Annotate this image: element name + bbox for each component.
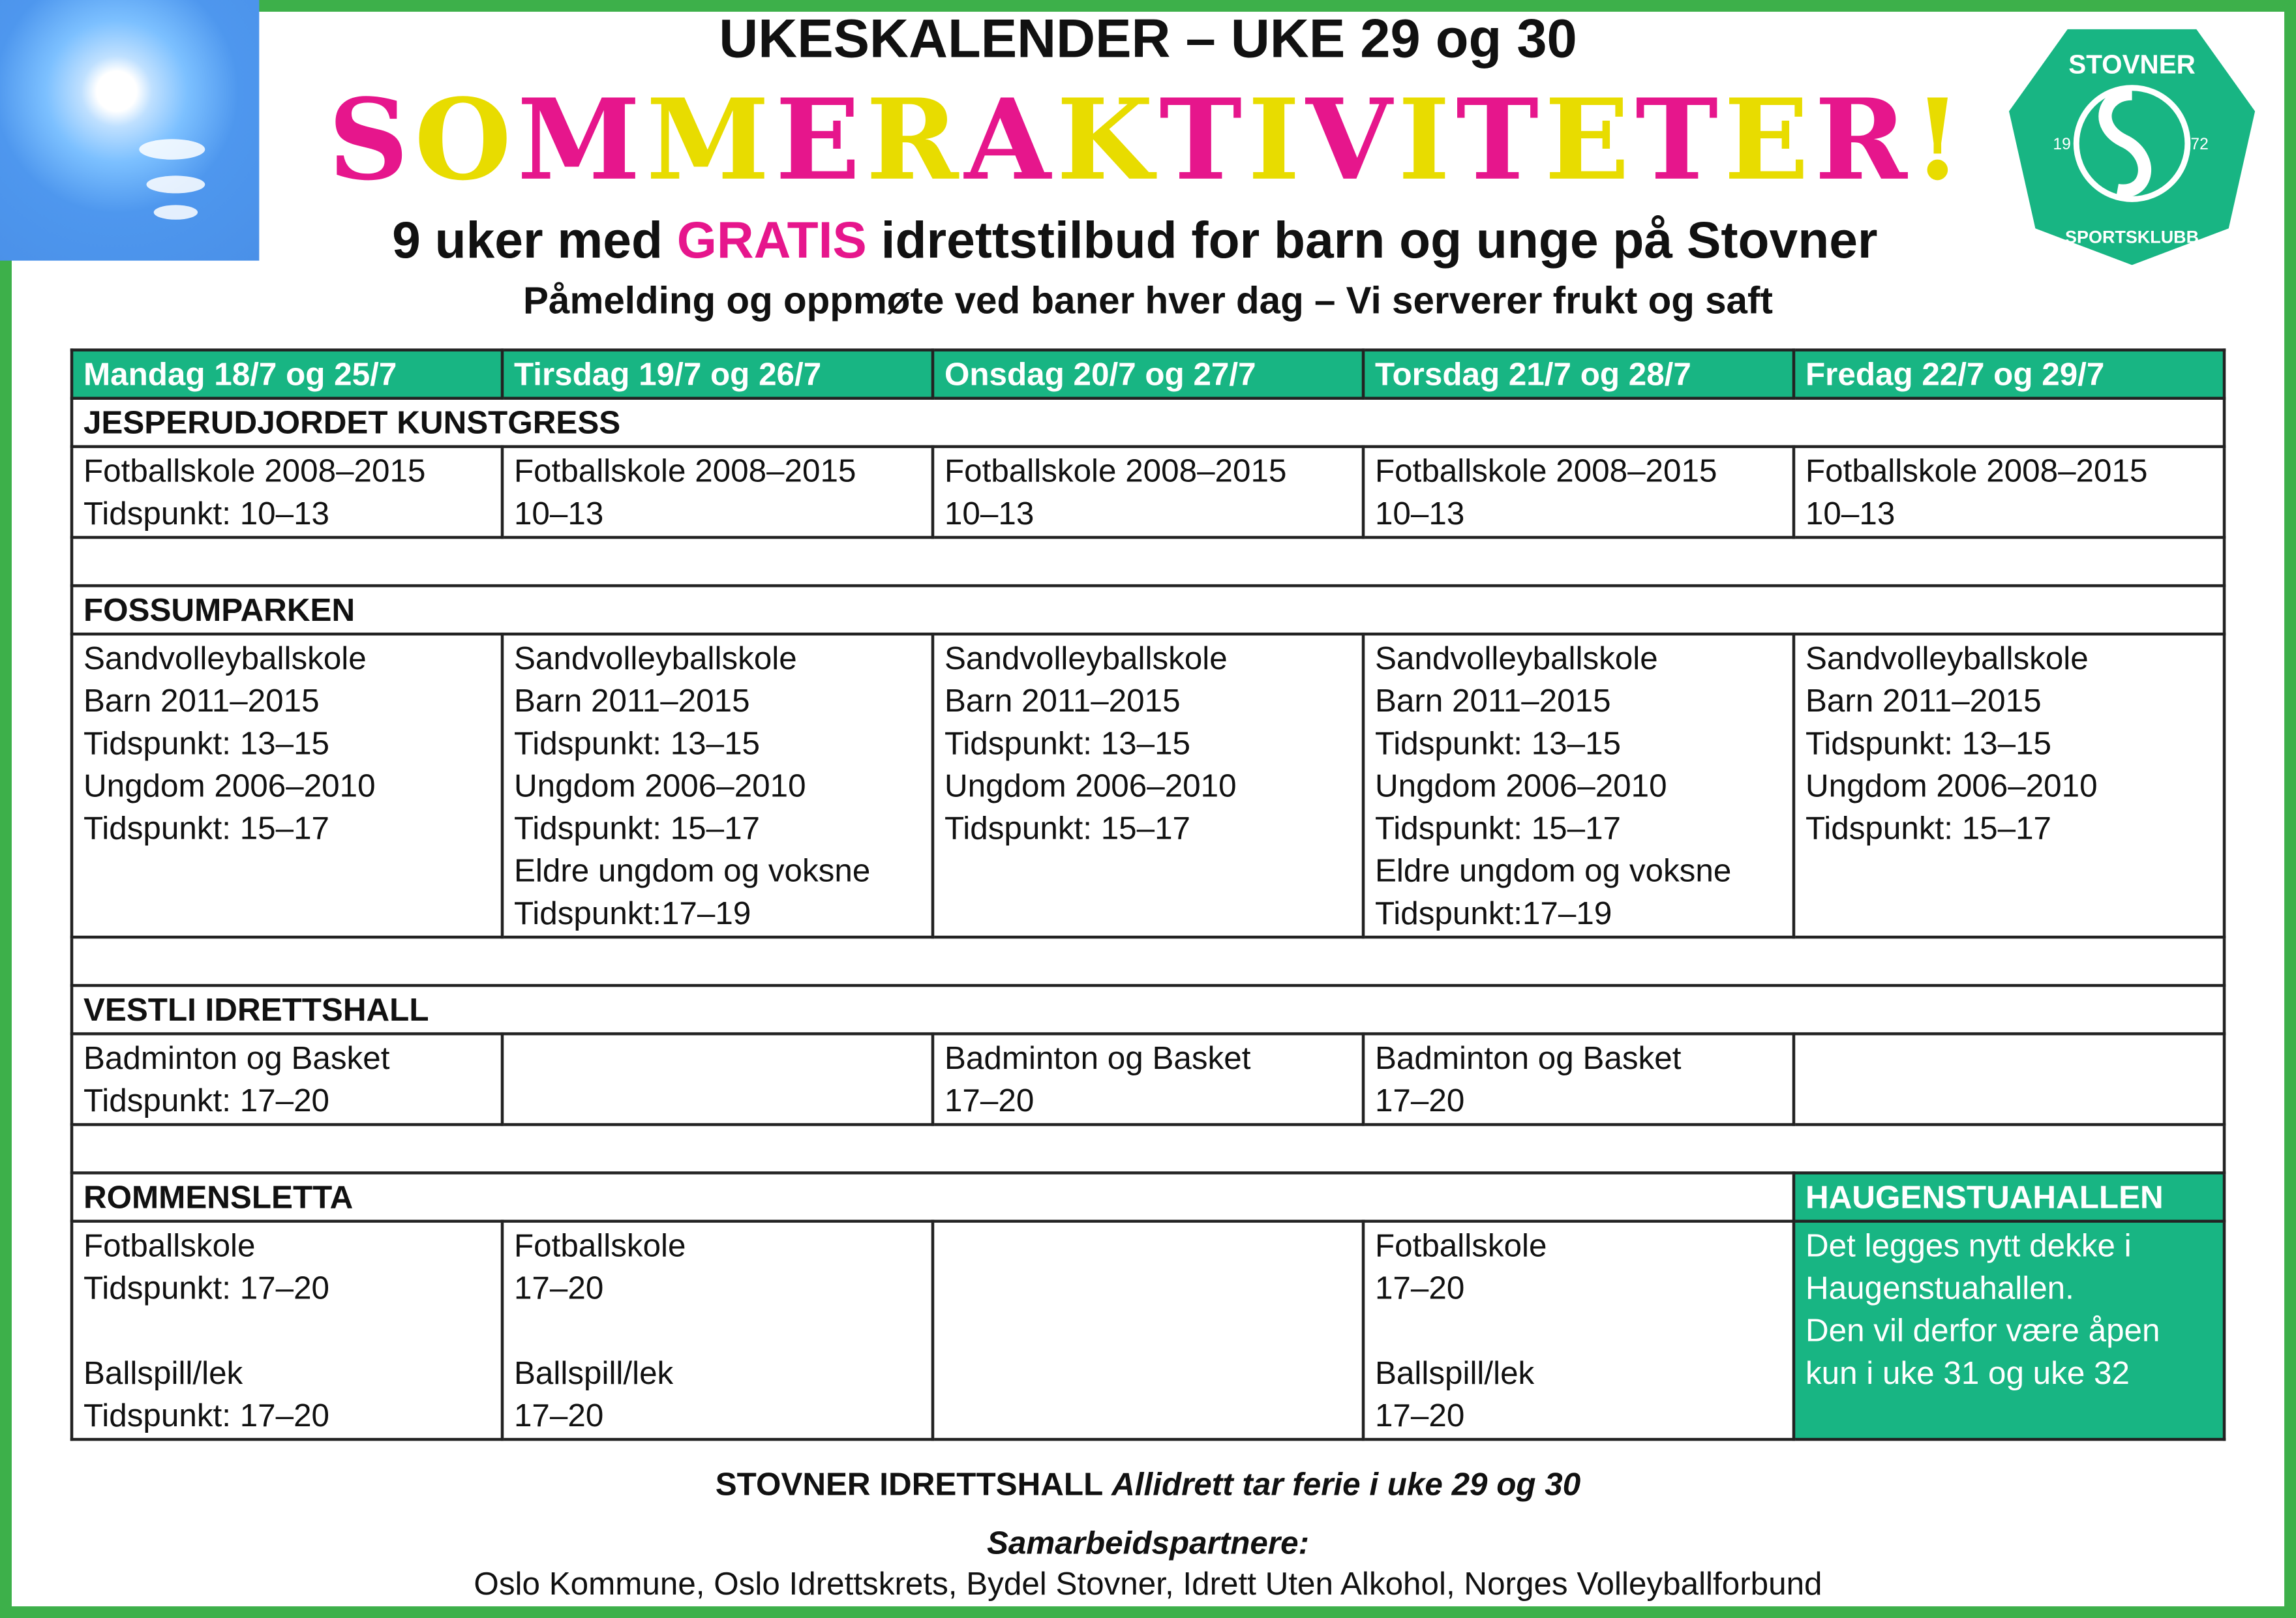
activity-cell — [1363, 1221, 1794, 1440]
activity-line: Ballspill/lek — [513, 1354, 674, 1392]
location-row — [72, 985, 2224, 1034]
activity-line: Fotballskole 2008–2015 — [83, 452, 426, 489]
headline-letter: ! — [1912, 74, 1968, 205]
activity-line: Barn 2011–2015 — [83, 682, 320, 719]
activity-line: Ungdom 2006–2010 — [83, 767, 376, 804]
headline-letter: K — [1056, 74, 1160, 205]
day-header: Torsdag 21/7 og 28/7 — [1363, 350, 1794, 398]
activity-line: 17–20 — [513, 1397, 604, 1434]
activity-line: Sandvolleyballskole — [1805, 640, 2089, 677]
activity-line: Tidspunkt: 15–17 — [83, 809, 330, 846]
headline-letter: O — [414, 74, 517, 205]
spacer-row — [72, 537, 2224, 586]
activity-line: Tidspunkt:17–19 — [513, 894, 751, 932]
location-name: FOSSUMPARKEN — [72, 586, 2224, 634]
spacer-row — [72, 1124, 2224, 1173]
activity-cell — [1794, 1034, 2224, 1124]
headline-letter: R — [866, 74, 965, 205]
activity-cell — [1794, 634, 2224, 937]
activity-line: Ungdom 2006–2010 — [1805, 767, 2098, 804]
headline — [293, 76, 2003, 205]
activity-line: 17–20 — [944, 1082, 1035, 1119]
activity-line: Tidspunkt: 15–17 — [1805, 809, 2052, 846]
activity-line: 17–20 — [1374, 1269, 1465, 1306]
day-header: Fredag 22/7 og 29/7 — [1794, 350, 2224, 398]
activity-line: Den vil derfor være åpen — [1805, 1311, 2160, 1349]
activity-row — [72, 447, 2224, 537]
activity-line: Fotballskole 2008–2015 — [1374, 452, 1717, 489]
activity-line: Tidspunkt: 13–15 — [1374, 725, 1622, 762]
activity-line: Tidspunkt: 17–20 — [83, 1269, 330, 1306]
location-row — [72, 1173, 2224, 1221]
activity-line: Tidspunkt: 13–15 — [944, 725, 1191, 762]
activity-cell — [502, 634, 933, 937]
headline-letter: I — [1398, 74, 1457, 205]
activity-line: Tidspunkt: 13–15 — [1805, 725, 2052, 762]
schedule-table — [70, 348, 2226, 1441]
activity-line: Sandvolleyballskole — [513, 640, 797, 677]
headline-letter: T — [1159, 74, 1248, 205]
subtitle-highlight: GRATIS — [676, 212, 867, 270]
activity-cell — [933, 634, 1363, 937]
hall-name: STOVNER IDRETTSHALL — [715, 1465, 1103, 1503]
activity-line: Fotballskole — [83, 1227, 256, 1264]
activity-line: Haugenstuahallen. — [1805, 1269, 2074, 1306]
location-name: VESTLI IDRETTSHALL — [72, 985, 2224, 1034]
activity-cell — [72, 634, 502, 937]
activity-line: Tidspunkt:17–19 — [1374, 894, 1612, 932]
hall-note: Allidrett tar ferie i uke 29 og 30 — [1111, 1465, 1581, 1503]
activity-line: Ungdom 2006–2010 — [513, 767, 806, 804]
activity-row — [72, 1034, 2224, 1124]
headline-letter: V — [1305, 74, 1398, 205]
headline-letter: I — [1248, 74, 1306, 205]
activity-line: 10–13 — [1805, 494, 1896, 532]
activity-line: Badminton og Basket — [944, 1040, 1251, 1077]
headline-letter: E — [1724, 74, 1815, 205]
activity-line: kun i uke 31 og uke 32 — [1805, 1354, 2130, 1392]
activity-cell — [933, 447, 1363, 537]
activity-line: Fotballskole 2008–2015 — [944, 452, 1287, 489]
activity-line: 17–20 — [1374, 1082, 1465, 1119]
day-header: Mandag 18/7 og 25/7 — [72, 350, 502, 398]
activity-line: Ballspill/lek — [1374, 1354, 1535, 1392]
activity-line: 17–20 — [513, 1269, 604, 1306]
location-name: JESPERUDJORDET KUNSTGRESS — [72, 398, 2224, 447]
partners-label: Samarbeidspartnere: — [986, 1524, 1310, 1561]
spacer-cell — [72, 1124, 2224, 1173]
logo-text-top: STOVNER — [2068, 49, 2196, 80]
sky-image — [0, 0, 259, 261]
activity-line: 10–13 — [513, 494, 604, 532]
activity-line: Fotballskole 2008–2015 — [1805, 452, 2148, 489]
activity-line — [1375, 1309, 1782, 1351]
activity-line: Barn 2011–2015 — [944, 682, 1181, 719]
logo-text-bottom: SPORTSKLUBB — [2065, 227, 2199, 247]
activity-line: Det legges nytt dekke i — [1805, 1227, 2132, 1264]
activity-line: Eldre ungdom og voksne — [1374, 852, 1732, 889]
activity-cell — [72, 447, 502, 537]
activity-line — [514, 1309, 921, 1351]
activity-cell — [72, 1221, 502, 1440]
activity-line: Barn 2011–2015 — [513, 682, 750, 719]
activity-cell — [1363, 1034, 1794, 1124]
activity-line: Sandvolleyballskole — [1374, 640, 1658, 677]
day-header-row — [72, 350, 2224, 398]
activity-line: Tidspunkt: 13–15 — [513, 725, 761, 762]
subtitle — [264, 211, 2006, 272]
headline-letter: E — [1545, 74, 1636, 205]
headline-letter: M — [517, 74, 646, 205]
activity-line: Fotballskole — [513, 1227, 686, 1264]
activity-cell — [1794, 1221, 2224, 1440]
headline-letter: R — [1815, 74, 1913, 205]
activity-cell — [933, 1034, 1363, 1124]
activity-cell — [502, 1034, 933, 1124]
headline-letter: M — [646, 74, 776, 205]
activity-cell — [933, 1221, 1363, 1440]
activity-line: Ungdom 2006–2010 — [944, 767, 1237, 804]
spacer-cell — [72, 937, 2224, 985]
activity-line: Tidspunkt: 15–17 — [1374, 809, 1622, 846]
activity-line: Fotballskole 2008–2015 — [513, 452, 856, 489]
activity-line: Tidspunkt: 15–17 — [944, 809, 1191, 846]
activity-line: Ballspill/lek — [83, 1354, 243, 1392]
activity-line: Tidspunkt: 13–15 — [83, 725, 330, 762]
activity-line: Sandvolleyballskole — [944, 640, 1228, 677]
stovner-sportsklubb-logo — [2009, 23, 2255, 265]
week-title: UKESKALENDER – UKE 29 og 30 — [719, 8, 1577, 69]
headline-letter: T — [1456, 74, 1545, 205]
headline-letter: T — [1635, 74, 1725, 205]
hall-notice — [0, 1464, 2296, 1505]
activity-cell — [502, 1221, 933, 1440]
activity-line: Badminton og Basket — [83, 1040, 390, 1077]
logo-year-right: 72 — [2190, 136, 2209, 154]
logo-year-left: 19 — [2053, 136, 2071, 154]
activity-cell — [1363, 447, 1794, 537]
location-row — [72, 398, 2224, 447]
activity-line: Badminton og Basket — [1374, 1040, 1682, 1077]
activity-cell — [1363, 634, 1794, 937]
spacer-row — [72, 937, 2224, 985]
activity-row — [72, 1221, 2224, 1440]
activity-line: Fotballskole — [1374, 1227, 1547, 1264]
activity-cell — [72, 1034, 502, 1124]
activity-cell — [502, 447, 933, 537]
activity-line: Barn 2011–2015 — [1374, 682, 1611, 719]
activity-line — [83, 1309, 491, 1351]
activity-line: 10–13 — [944, 494, 1035, 532]
headline-letter: E — [775, 74, 866, 205]
spacer-cell — [72, 537, 2224, 586]
activity-line: Sandvolleyballskole — [83, 640, 367, 677]
activity-line: 10–13 — [1374, 494, 1465, 532]
activity-line: Ungdom 2006–2010 — [1374, 767, 1667, 804]
activity-row — [72, 634, 2224, 937]
activity-line: Tidspunkt: 17–20 — [83, 1397, 330, 1434]
location-name: ROMMENSLETTA — [72, 1173, 1794, 1221]
activity-line: Tidspunkt: 17–20 — [83, 1082, 330, 1119]
activity-line: Tidspunkt: 15–17 — [513, 809, 761, 846]
subtitle-post: idrettstilbud for barn og unge på Stovner — [866, 212, 1878, 270]
day-header: Onsdag 20/7 og 27/7 — [933, 350, 1363, 398]
headline-letter: S — [328, 74, 415, 205]
activity-line: Tidspunkt: 10–13 — [83, 494, 330, 532]
headline-letter: A — [964, 74, 1057, 205]
activity-line: 17–20 — [1374, 1397, 1465, 1434]
location-row — [72, 586, 2224, 634]
subtitle-pre: 9 uker med — [392, 212, 677, 270]
tagline: Påmelding og oppmøte ved baner hver dag – Vi serverer frukt og saft — [523, 278, 1773, 322]
day-header: Tirsdag 19/7 og 26/7 — [502, 350, 933, 398]
location-name-extra: HAUGENSTUAHALLEN — [1794, 1173, 2224, 1221]
activity-line: Barn 2011–2015 — [1805, 682, 2042, 719]
activity-cell — [1794, 447, 2224, 537]
activity-line: Eldre ungdom og voksne — [513, 852, 871, 889]
partners-list: Oslo Kommune, Oslo Idrettskrets, Bydel Stovner, Idrett Uten Alkohol, Norges Volleyballforbund — [474, 1565, 1822, 1602]
